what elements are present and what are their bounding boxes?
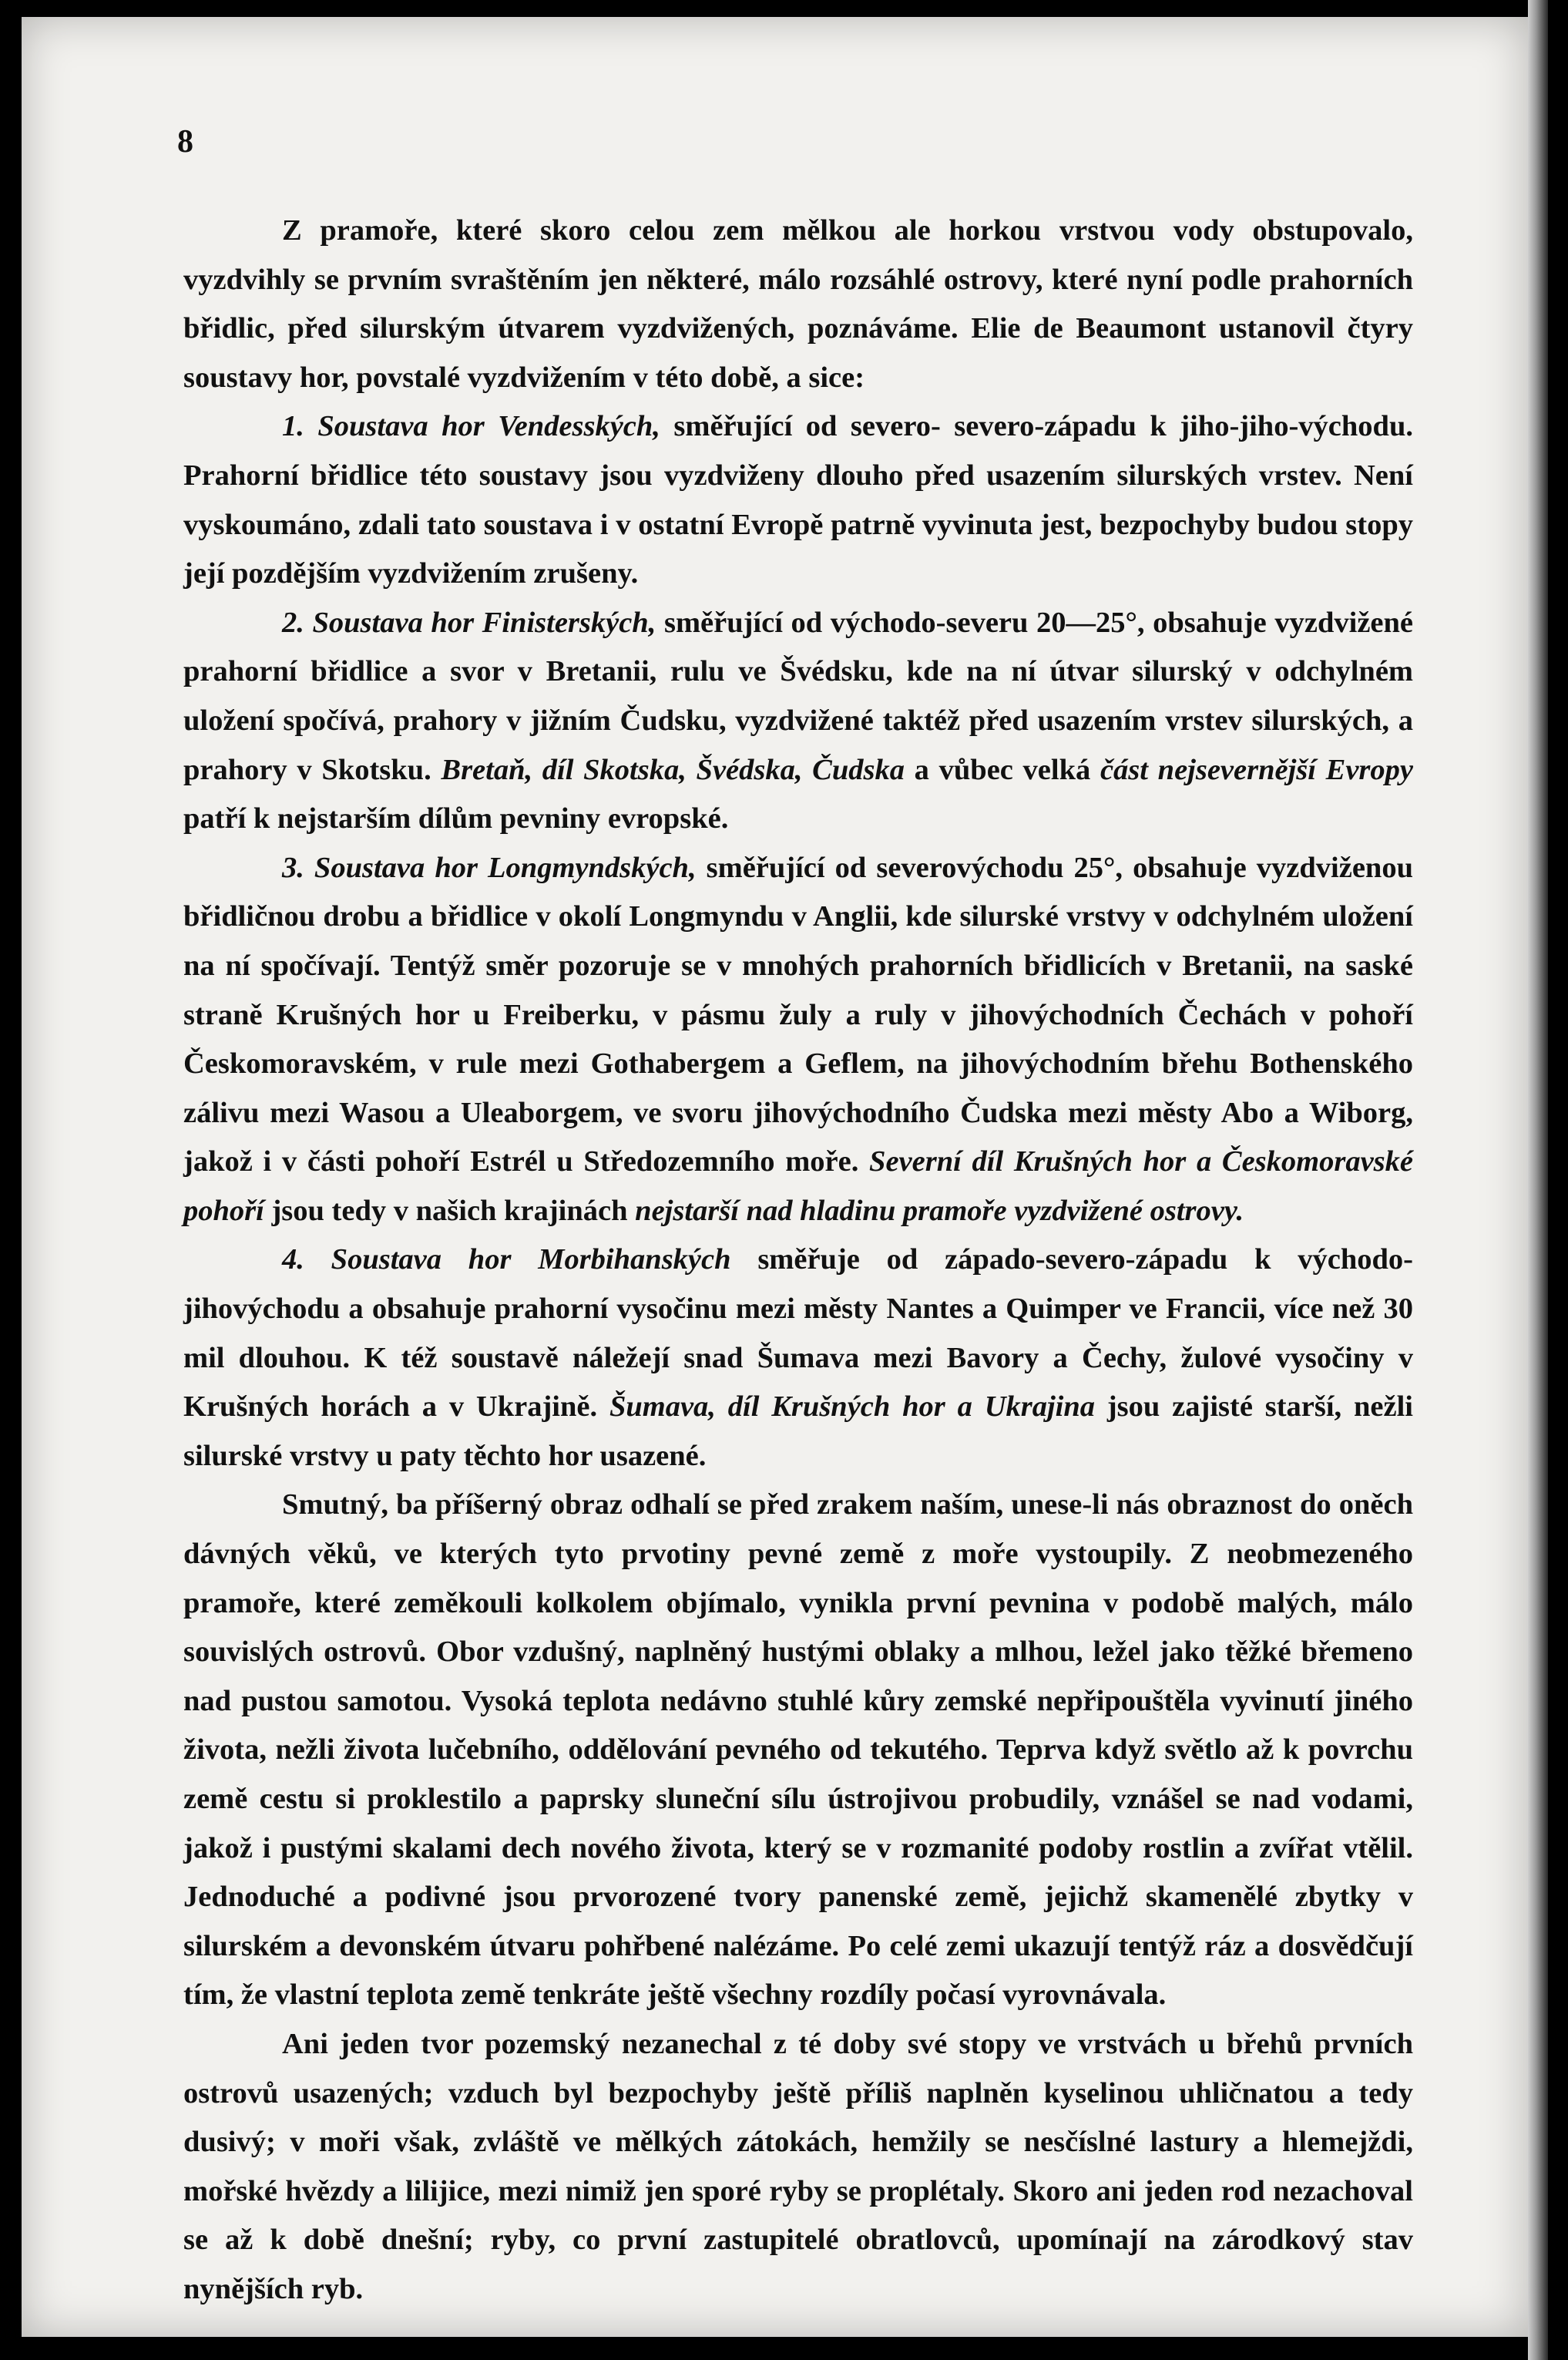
text-segment: směřující od severovýchodu 25°, obsahuje vyzdviženou břidličnou drobu a břidlice v okolí Longmyndu v Anglii, kde silurské vrstvy v odchylném uložení na ní spočívají. Tentýž směr pozoruje se v mnohých prahorních břidlicích v Bretanii, na saské straně Krušných hor u Freiberku, v pásmu žuly a ruly v jihovýchodních Čechách v pohoří Českomoravském, v rule mezi Gothabergem a Geflem, na jihovýchodním břehu Bothenského zálivu mezi Wasou a Uleaborgem, ve svoru jihovýchodního Čudska mezi městy Abo a Wiborg, jakož i v části pohoří Estrél u Středozemního moře.: [183, 851, 1413, 1178]
italic-text-segment: 1. Soustava hor Vendesských,: [282, 410, 660, 443]
body-text: [183, 207, 1413, 2315]
italic-text-segment: část nejsevernější Evropy: [1100, 753, 1413, 786]
italic-text-segment: 3. Soustava hor Longmyndských,: [282, 851, 697, 884]
text-segment: jsou zajisté starší, nežli silurské vrstvy u paty těchto hor usazené.: [183, 1390, 1413, 1472]
paragraph-soustava-3: [183, 844, 1413, 1236]
text-segment: směřující od severo- severo-západu k jiho-jiho-východu. Prahorní břidlice této soustavy jsou vyzdviženy dlouho před usazením silurských vrstev. Není vyskoumáno, zdali tato soustava i v ostatní Evropě patrně vyvinuta jest, bezpochyby budou stopy její pozdějším vyzdvižením zrušeny.: [183, 410, 1413, 590]
text-segment: a vůbec velká: [905, 753, 1100, 786]
paragraph-intro: [183, 207, 1413, 402]
page-number: 8: [177, 124, 193, 160]
italic-text-segment: Bretaň, díl Skotska, Švédska, Čudska: [441, 753, 905, 786]
text-segment: směřuje od západo-severo-západu k východo-jihovýchodu a obsahuje prahorní vysočinu mezi městy Nantes a Quimper ve Francii, více než 30 mil dlouhou. K též soustavě náležejí snad Šumava mezi Bavory a Čechy, žulové vysočiny v Krušných horách a v Ukrajině.: [183, 1243, 1413, 1424]
book-edge: [1528, 0, 1548, 2360]
text-segment: Ani jeden tvor pozemský nezanechal z té doby své stopy ve vrstvách u břehů prvních ostrovů usazených; vzduch byl bezpochyby ještě příliš naplněn kyselinou uhličnatou a tedy dusivý; v moři však, zvláště ve mělkých zátokách, hemžily se nesčíslné lastury a hlemejždi, mořské hvězdy a lilijice, mezi nimiž jen sporé ryby se proplétaly. Skoro ani jeden rod nezachoval se až k době dnešní; ryby, co první zastupitelé obratlovců, upomínají na zárodkový stav nynějších ryb.: [183, 2027, 1413, 2305]
italic-text-segment: 2. Soustava hor Finisterských,: [282, 606, 656, 639]
italic-text-segment: Šumava, díl Krušných hor a Ukrajina: [609, 1390, 1096, 1424]
text-segment: Z pramoře, které skoro celou zem mělkou ale horkou vrstvou vody obstupovalo, vyzdvihly se prvním svraštěním jen některé, málo rozsáhlé ostrovy, které nyní podle prahorních břidlic, před silurským útvarem vyzdvižených, poznáváme. Elie de Beaumont ustanovil čtyry soustavy hor, povstalé vyzdvižením v této době, a sice:: [183, 214, 1413, 394]
paragraph-soustava-1: [183, 402, 1413, 598]
italic-text-segment: 4. Soustava hor Morbihanských: [282, 1243, 731, 1276]
text-segment: směřující od východo-severu 20—25°, obsahuje vyzdvižené prahorní břidlice a svor v Bretanii, rulu ve Švédsku, kde na ní útvar silurský v odchylném uložení spočívá, prahory v jižním Čudsku, vyzdvižené taktéž před usazením vrstev silurských, a prahory v Skotsku.: [183, 606, 1413, 786]
text-segment: patří k nejstarším dílům pevniny evropské.: [183, 802, 729, 835]
paragraph-tvor: [183, 2020, 1413, 2315]
italic-text-segment: nejstarší nad hladinu pramoře vyzdvižené ostrovy.: [635, 1194, 1244, 1227]
paragraph-soustava-2: [183, 599, 1413, 844]
text-segment: Smutný, ba příšerný obraz odhalí se před zrakem naším, unese-li nás obraznost do oněch dávných věků, ve kterých tyto prvotiny pevné země z moře vystoupily. Z neobmezeného pramoře, které zeměkouli kolkolem objímalo, vynikla první pevnina v podobě malých, málo souvislých ostrovů. Obor vzdušný, naplněný hustými oblaky a mlhou, ležel jako těžké břemeno nad pustou samotou. Vysoká teplota nedávno stuhlé kůry zemské nepřipouštěla vyvinutí jiného života, nežli života lučebního, oddělování pevného od tekutého. Teprva když světlo až k povrchu země cestu si proklestilo a paprsky sluneční sílu ústrojivou probudily, vznášel se nad vodami, jakož i pustými skalami dech nového života, který se v rozmanité podoby rostlin a zvířat vtělil. Jednoduché a podivné jsou prvorozené tvory panenské země, jejichž skamenělé zbytky v silurském a devonském útvaru pohřbené nalézáme. Po celé zemi ukazují tentýž ráz a dosvědčují tím, že vlastní teplota země tenkráte ještě všechny rozdíly počasí vyrovnávala.: [183, 1488, 1413, 2012]
paragraph-soustava-4: [183, 1235, 1413, 1481]
text-segment: jsou tedy v našich krajinách: [264, 1194, 636, 1227]
italic-text-segment: Severní díl Krušných hor a Českomoravské pohoří: [183, 1145, 1413, 1227]
paragraph-obraz: [183, 1481, 1413, 2020]
